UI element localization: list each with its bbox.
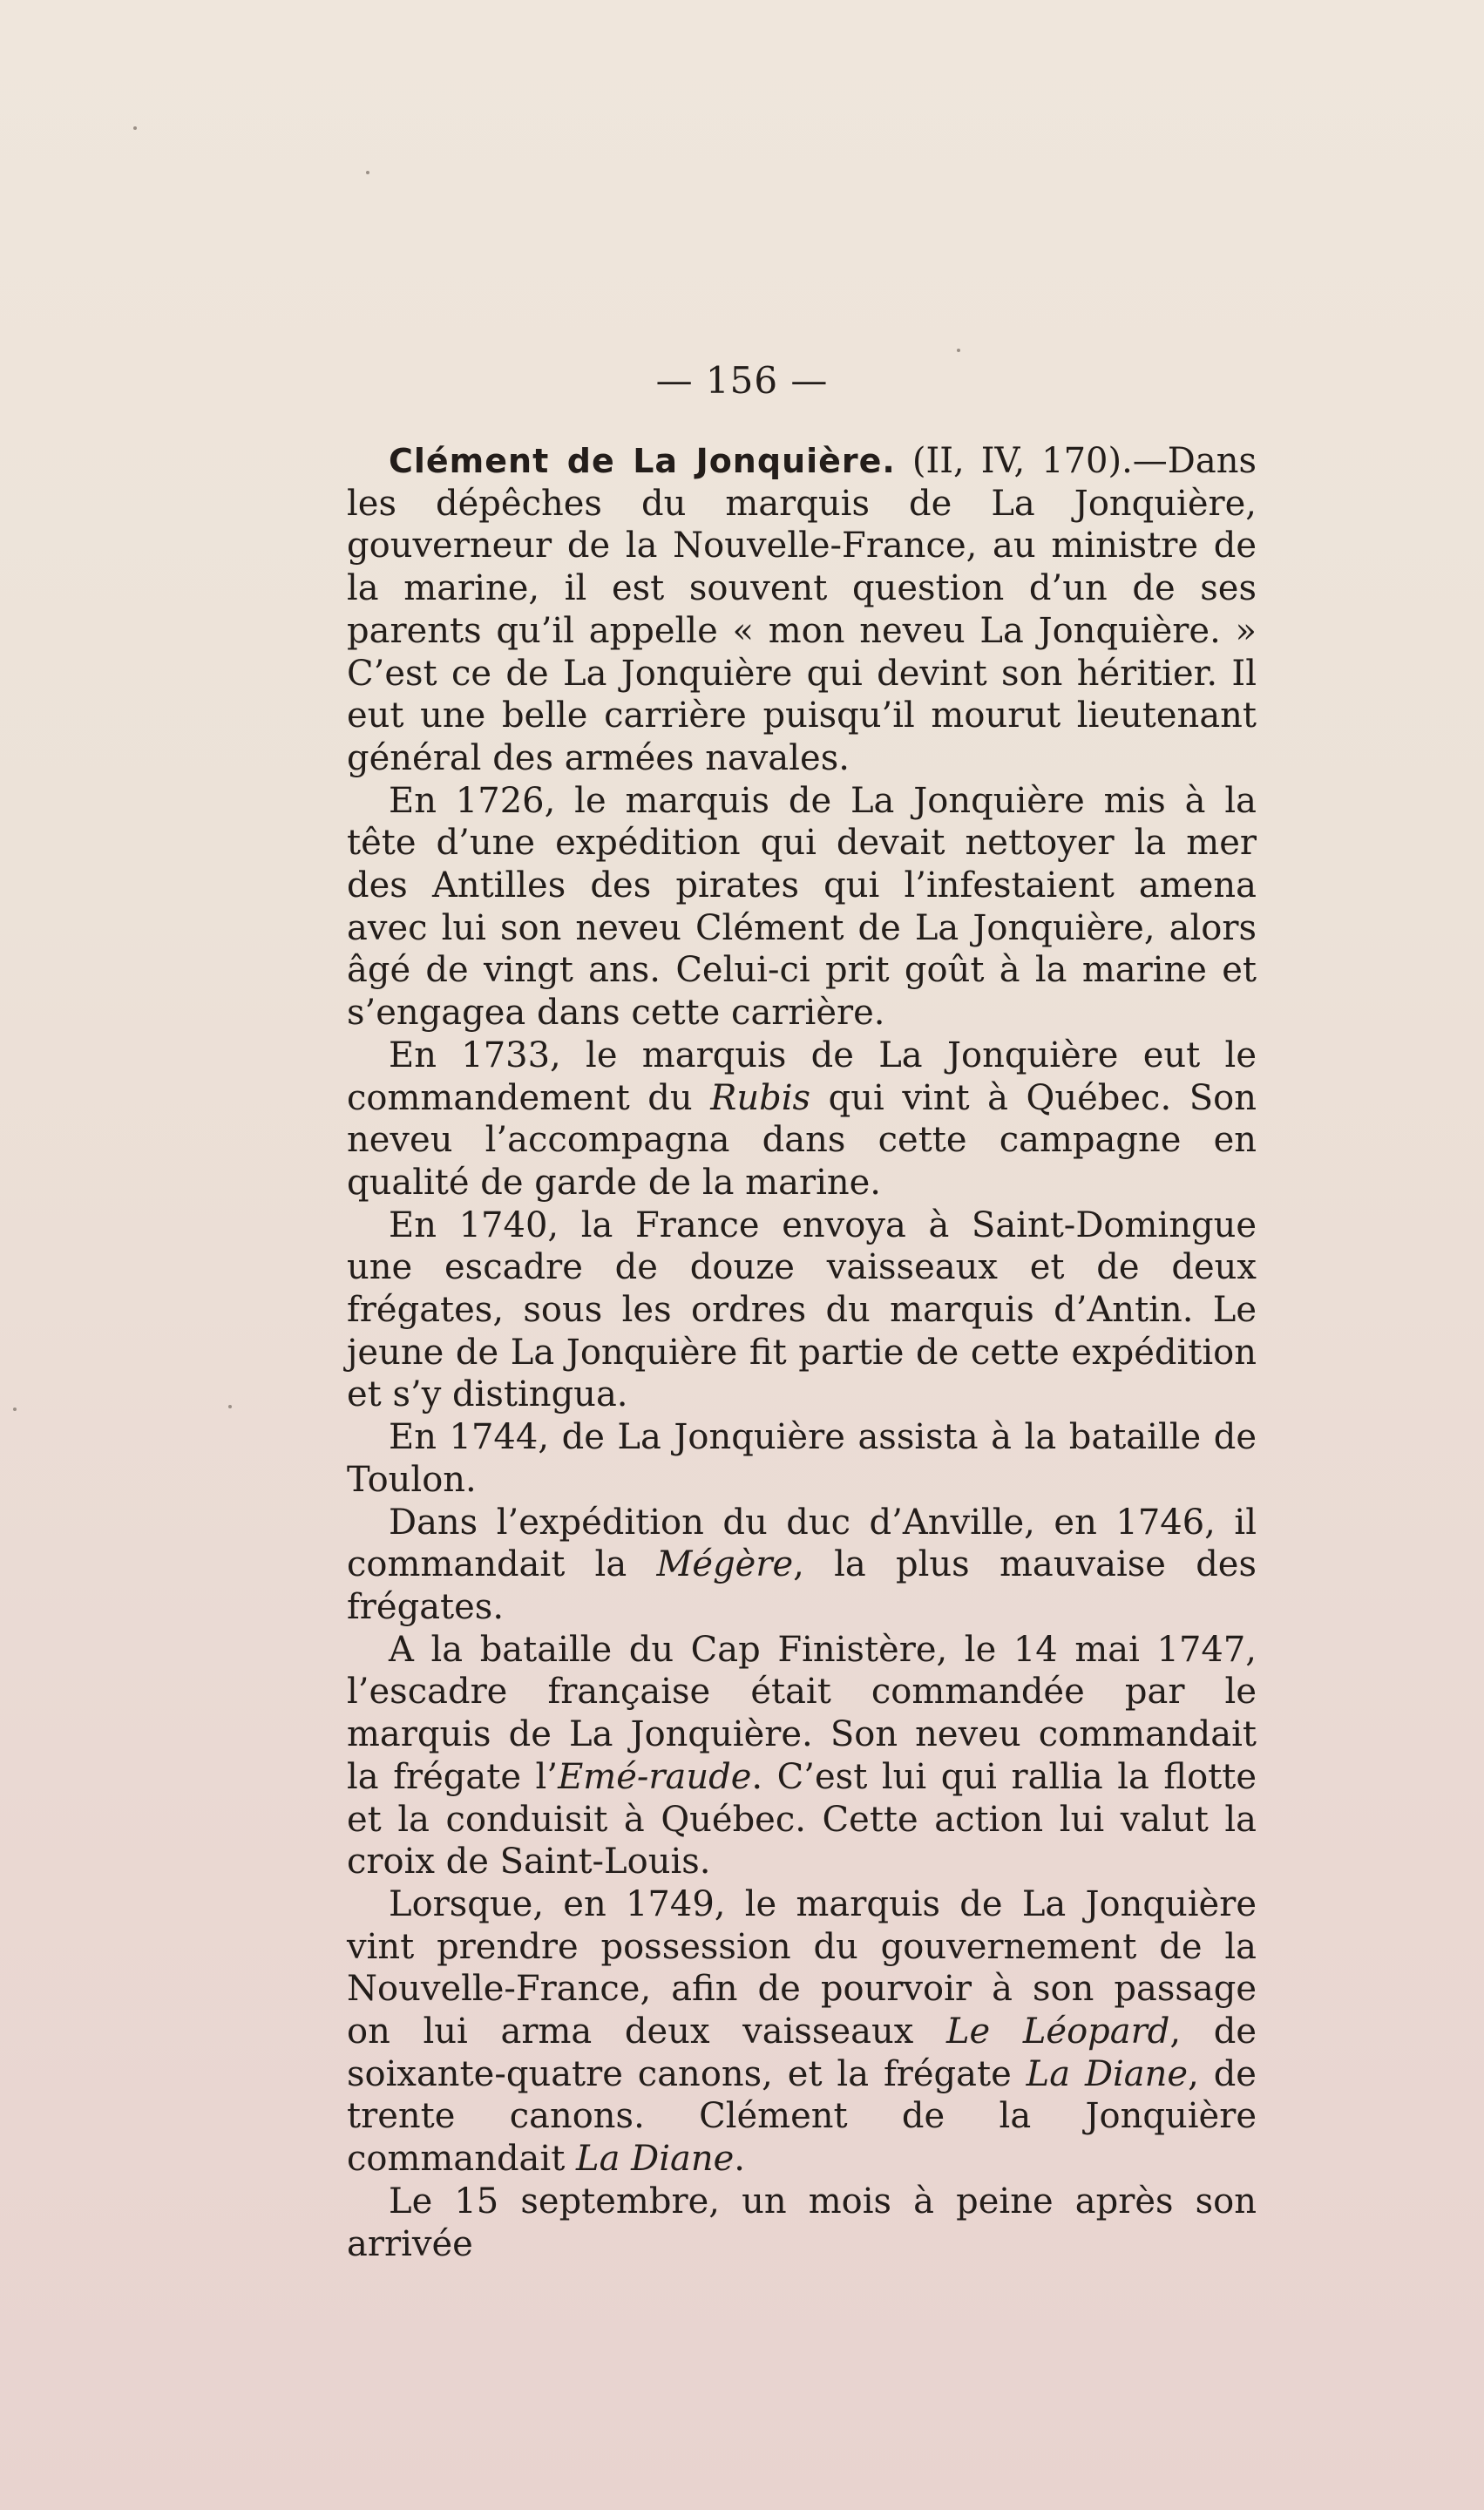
paragraph-8-text-a: Lorsque, en 1749, le marquis de La Jonquière vint prendre possession du gouvernement de la Nouvelle-France, afin de pourvoir à son passage on lui arma deux vaisseaux — [347, 1883, 1257, 2052]
paragraph-6-text-b: , la plus mauvaise des frégates. — [347, 1544, 1257, 1627]
paragraph-9: Le 15 septembre, un mois à peine après son arrivée — [347, 2181, 1257, 2264]
paper-speck — [13, 1408, 17, 1411]
paragraph-8-text-c: , de trente canons. Clément de la Jonquière commandait — [347, 2053, 1257, 2180]
page-number: — 156 — — [655, 359, 829, 402]
paragraph-8 — [347, 1883, 1257, 2181]
paragraph-3 — [347, 1035, 1257, 1204]
paragraph-8-text-b: , de soixante-quatre canons, et la frégate — [347, 2011, 1257, 2094]
ship-name-rubis: Rubis — [710, 1077, 811, 1118]
paragraph-7-text-a: A la bataille du Cap Finistère, le 14 mai 1747, l’escadre française était commandée par le marquis de La Jonquière. Son neveu commandait la frégate l’ — [347, 1629, 1257, 1797]
paper-speck — [957, 349, 960, 352]
paragraph-5: En 1744, de La Jonquière assista à la bataille de Toulon. — [347, 1417, 1257, 1500]
paper-speck — [228, 1405, 232, 1408]
ship-name-diane: La Diane — [1026, 2053, 1189, 2094]
paper-speck — [366, 171, 369, 174]
paragraph-6 — [347, 1502, 1257, 1629]
body-text — [347, 440, 1257, 2265]
paragraph-3-text-b: qui vint à Québec. Son neveu l’accompagna dans cette campagne en qualité de garde de la marine. — [347, 1077, 1257, 1203]
paragraph-6-text-a: Dans l’expédition du duc d’Anville, en 1746, il commandait la — [347, 1502, 1257, 1585]
ship-name-emeraude: Emé-raude — [558, 1756, 752, 1797]
entry-heading: Clément de La Jonquière. — [389, 442, 896, 480]
ship-name-leopard: Le Léopard — [945, 2011, 1170, 2052]
paragraph-3-text-a: En 1733, le marquis de La Jonquière eut le commandement du — [347, 1035, 1257, 1118]
paragraph-7 — [347, 1629, 1257, 1883]
ship-name-megere: Mégère — [656, 1544, 794, 1585]
paragraph-1 — [347, 440, 1257, 780]
paragraph-1-text: (II, IV, 170).—Dans les dépêches du marquis de La Jonquière, gouverneur de la Nouvelle-France, au ministre de la marine, il est souvent question d’un de ses parents qu’il appelle « mon neveu La Jonquière. » C’est ce de La Jonquière qui devint son héritier. Il eut une belle carrière puisqu’il mourut lieutenant général des armées navales. — [347, 441, 1257, 778]
paper-speck — [133, 126, 137, 130]
paragraph-7-text-b: . C’est lui qui rallia la flotte et la conduisit à Québec. Cette action lui valut la croix de Saint-Louis. — [347, 1756, 1257, 1882]
paragraph-4: En 1740, la France envoya à Saint-Domingue une escadre de douze vaisseaux et de deux frégates, sous les ordres du marquis d’Antin. Le jeune de La Jonquière fit partie de cette expédition et s’y distingua. — [347, 1204, 1257, 1415]
ship-name-diane: La Diane — [576, 2139, 735, 2180]
paragraph-2: En 1726, le marquis de La Jonquière mis à la tête d’une expédition qui devait nettoyer la mer des Antilles des pirates qui l’infestaient amena avec lui son neveu Clément de La Jonquière, alors âgé de vingt ans. Celui-ci prit goût à la marine et s’engagea dans cette carrière. — [347, 780, 1257, 1034]
paragraph-8-text-d: . — [734, 2139, 745, 2180]
